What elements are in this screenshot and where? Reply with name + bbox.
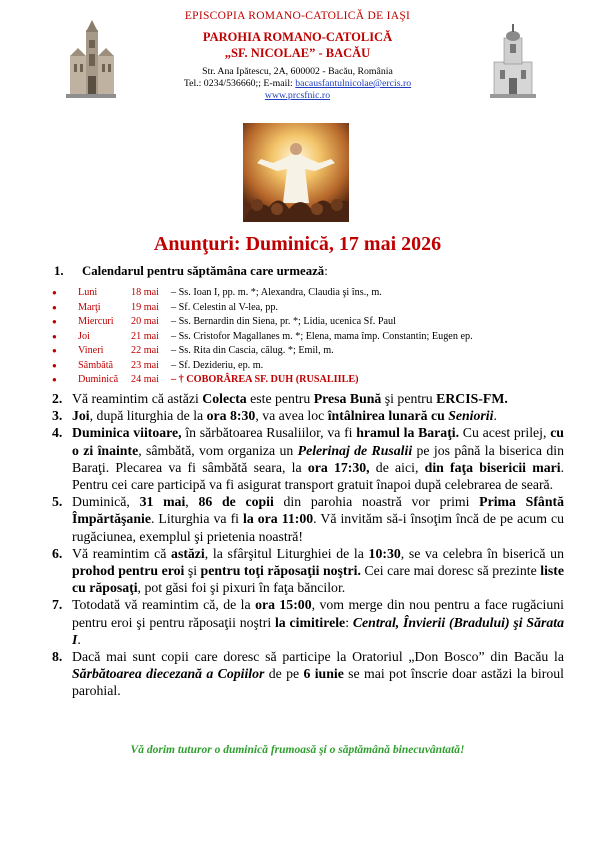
bullet-icon: ● xyxy=(52,317,57,326)
feast-description: – Ss. Bernardin din Siena, pr. *; Lidia, ucenica Sf. Paul xyxy=(171,316,396,327)
page-title: Anunţuri: Duminică, 17 mai 2026 xyxy=(153,233,442,255)
bullet-icon: ● xyxy=(52,302,57,312)
text-run: , după liturghia de la xyxy=(89,408,207,424)
bullet-icon: ● xyxy=(52,288,57,297)
text-run: , va avea loc xyxy=(255,408,328,424)
text-run: Pelerinaj de Rusalii xyxy=(297,442,413,458)
calendar-row xyxy=(52,301,473,316)
feast-description: – Ss. Ioan I, pp. m. *; Alexandra, Claudia şi îns., m. xyxy=(171,287,382,298)
item-text xyxy=(72,596,564,648)
diocese-name: EPISCOPIA ROMANO-CATOLICĂ DE IAŞI xyxy=(184,10,411,22)
item-text xyxy=(72,545,564,597)
text-run: 31 mai xyxy=(139,494,186,510)
date: 21 mai xyxy=(131,330,160,342)
announcements-list xyxy=(52,390,564,700)
date: 24 mai xyxy=(131,374,160,385)
item-number: 3. xyxy=(52,408,63,424)
text-run: Central, Învierii (Bradului) şi Sărata I xyxy=(72,614,564,647)
text-run: 10:30 xyxy=(368,545,401,561)
text-run: din faţa bisericii mari xyxy=(424,459,561,475)
text-run: pentru toţi răposaţii noştri. xyxy=(200,563,361,579)
text-run: cu o zi înainte xyxy=(72,425,564,458)
day-name: Luni xyxy=(78,287,98,298)
text-run: , xyxy=(185,494,199,510)
phone: Tel.: 0234/536660;; E-mail: xyxy=(183,78,293,89)
calendar-row xyxy=(52,330,473,345)
text-run: , pot găsi foi şi pixuri în faţa băncilor. xyxy=(137,580,346,596)
bullet-icon: ● xyxy=(52,331,57,341)
item-number: 5. xyxy=(52,494,63,510)
closing-wish: Vă dorim tuturor o duminică frumoasă şi o săptămână binecuvântată! xyxy=(130,744,465,756)
announcement-item xyxy=(52,407,564,424)
item-text xyxy=(72,493,564,545)
item-number: 7. xyxy=(52,597,63,613)
item-number: 8. xyxy=(52,649,63,665)
text-run: astăzi xyxy=(171,545,205,561)
text-run: Dacă mai sunt copii care doresc să participe la Oratoriul „Don Bosco” din Bacău la xyxy=(72,649,564,665)
contact-line xyxy=(0,78,595,90)
parish-patron: „SF. NICOLAE” - BACĂU xyxy=(224,46,371,60)
text-run: la cimitirele xyxy=(274,614,346,630)
text-run: ora 8:30 xyxy=(206,408,256,424)
text-run: 86 de copii xyxy=(198,494,274,510)
text-run: liste cu răposaţi xyxy=(72,563,564,596)
text-run: prohod pentru eroi xyxy=(72,563,185,579)
text-run: . Vă invităm să-i însoţim încă de pe acum cu rugăciunea, exemplul şi prietenia noastră! xyxy=(72,511,564,544)
day-name: Duminică xyxy=(78,374,119,385)
announcement-item xyxy=(52,596,564,648)
calendar-row xyxy=(52,373,473,388)
announcement-item xyxy=(52,424,564,493)
date: 20 mai xyxy=(131,316,160,327)
text-run: Joi xyxy=(72,408,90,424)
text-run: , se va celebra în biserică un xyxy=(400,545,564,561)
text-run: , sâmbătă, vom organiza un xyxy=(138,442,298,458)
text-run: Presa Bună xyxy=(313,391,382,406)
text-run: Seniorii xyxy=(448,408,494,424)
section-heading: Calendarul pentru săptămâna care urmează xyxy=(82,264,325,278)
letterhead xyxy=(0,10,595,102)
text-run: întâlnirea lunară cu xyxy=(327,408,449,424)
text-run: Duminica viitoare, xyxy=(72,425,182,441)
item-text xyxy=(72,407,564,424)
announcement-item xyxy=(52,545,564,597)
weekly-calendar xyxy=(52,286,473,388)
text-run: şi xyxy=(184,563,201,579)
announcement-item xyxy=(52,648,564,700)
feast-description: – Sf. Dezideriu, ep. m. xyxy=(171,359,264,371)
text-run: Colecta xyxy=(202,391,247,406)
item-text xyxy=(72,648,564,700)
text-run: ora 15:00 xyxy=(255,597,312,613)
text-run: . xyxy=(77,631,81,647)
parish-name: PAROHIA ROMANO-CATOLICĂ xyxy=(202,30,393,44)
calendar-row xyxy=(52,344,473,359)
text-run: . xyxy=(493,408,497,424)
text-run: Totodată vă reamintim că, de la xyxy=(72,597,256,613)
date: 18 mai xyxy=(131,287,160,298)
text-run: Vă reamintim că astăzi xyxy=(72,391,203,406)
text-run: din parohia noastră vor primi xyxy=(273,494,480,510)
text-run: , vom merge din nou pentru a face rugăciuni pentru eroi şi pentru răposaţii noştri xyxy=(72,597,565,630)
date: 23 mai xyxy=(131,359,160,371)
item-number: 2. xyxy=(52,391,63,406)
feast-description: – Sf. Celestin al V-lea, pp. xyxy=(171,301,278,313)
text-run: ora 17:30, xyxy=(307,459,370,475)
section-calendar-heading: 1. Calendarul pentru săptămâna care urmează: xyxy=(54,264,328,278)
text-run: : xyxy=(345,614,353,630)
text-run: şi pentru xyxy=(381,391,437,406)
text-run: de pe xyxy=(264,666,304,682)
announcement-item xyxy=(52,493,564,545)
item-number: 6. xyxy=(52,545,63,561)
bullet-icon: ● xyxy=(52,375,57,384)
item-text xyxy=(72,424,564,493)
announcement-item xyxy=(52,390,564,407)
date: 19 mai xyxy=(131,301,160,313)
text-run: de aici, xyxy=(369,459,425,475)
day-name: Vineri xyxy=(78,345,104,356)
address: Str. Ana Ipătescu, 2A, 600002 - Bacău, România xyxy=(202,66,393,77)
bullet-icon: ● xyxy=(52,360,57,370)
feast-description: – Ss. Rita din Cascia, călug. *; Emil, m. xyxy=(171,345,334,356)
day-name: Marţi xyxy=(78,301,101,313)
text-run: hramul la Baraţi. xyxy=(356,425,460,441)
text-run: . Liturghia va fi xyxy=(150,511,244,527)
text-run: , la sfârşitul Liturghiei de la xyxy=(204,545,369,561)
text-run: Sărbătoarea diecezană a Copiilor xyxy=(72,666,265,682)
text-run: Prima Sfântă Împărtăşanie xyxy=(72,494,564,527)
calendar-row xyxy=(52,315,473,330)
item-text xyxy=(72,390,564,407)
calendar-row xyxy=(52,359,473,374)
text-run: ERCIS-FM. xyxy=(436,391,508,406)
text-run: se mai pot înscrie doar astăzi la biroul parohial. xyxy=(72,666,564,699)
text-run: pe jos până la biserica din Baraţi. Plecarea va fi sâmbătă seara, la xyxy=(72,442,564,475)
text-run: Cei care mai doresc să prezinte xyxy=(360,563,541,579)
text-run: în sărbătoarea Rusaliilor, va fi xyxy=(181,425,357,441)
text-run: Vă reamintim că xyxy=(72,545,172,561)
date: 22 mai xyxy=(131,345,160,356)
text-run: la ora 11:00 xyxy=(243,511,314,527)
bullet-icon: ● xyxy=(52,346,57,355)
website-link[interactable]: www.prcsfnic.ro xyxy=(264,90,331,101)
text-run: 6 iunie xyxy=(303,666,344,682)
day-name: Sâmbătă xyxy=(78,359,114,371)
risen-christ-image xyxy=(243,123,349,222)
item-number: 4. xyxy=(52,425,63,441)
day-name: Miercuri xyxy=(78,316,114,327)
section-number: 1. xyxy=(54,264,64,278)
email-link[interactable]: bacausfantulnicolae@ercis.ro xyxy=(295,78,412,89)
text-run: . Pentru cei care participă va fi asigurat transport gratuit înapoi după celebrarea de seară. xyxy=(72,459,565,493)
calendar-row xyxy=(52,286,473,301)
text-run: Cu acest prilej, xyxy=(459,425,551,441)
feast-description: – Ss. Cristofor Magallanes m. *; Elena, mama împ. Constantin; Eugen ep. xyxy=(171,330,473,342)
day-name: Joi xyxy=(78,330,90,342)
text-run: Duminică, xyxy=(72,494,140,510)
feast-description: – † COBORÂREA SF. DUH (RUSALIILE) xyxy=(171,374,359,385)
text-run: este pentru xyxy=(246,391,314,406)
